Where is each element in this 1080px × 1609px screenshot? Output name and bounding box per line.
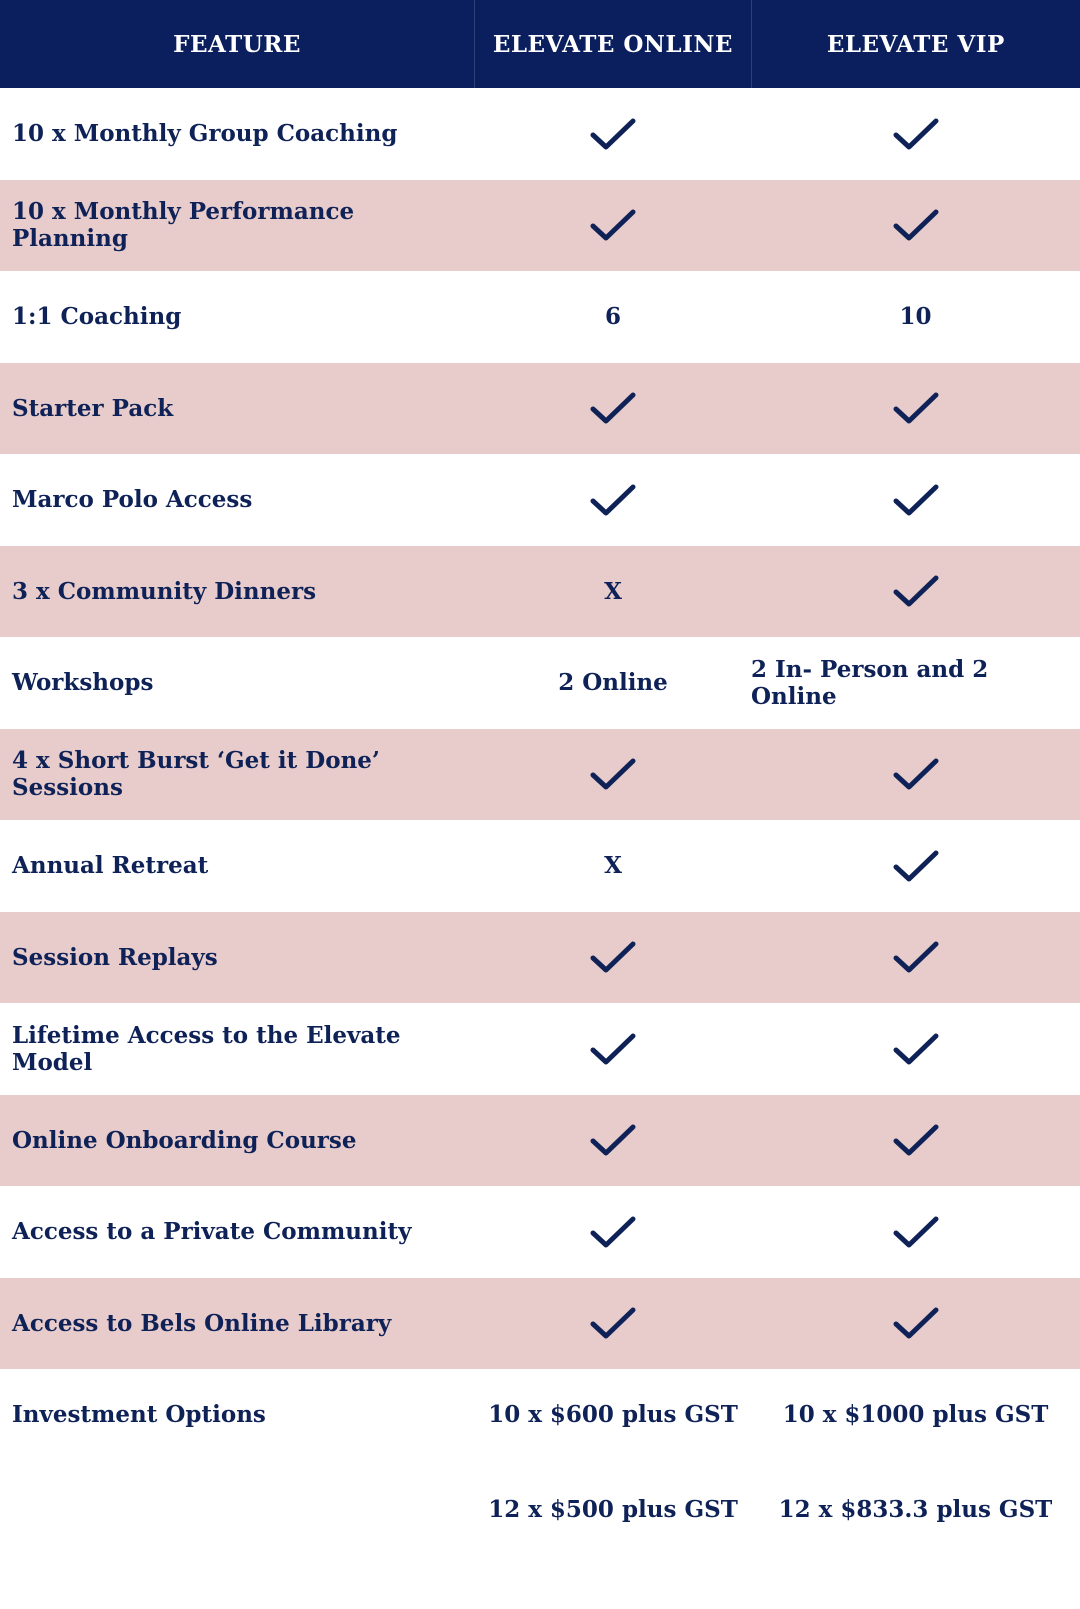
online-value: [475, 820, 751, 912]
check-icon: [892, 1305, 940, 1341]
table-row: [0, 363, 1080, 455]
check-icon: [589, 1031, 637, 1067]
investment-row: [0, 1369, 1080, 1609]
check-icon: [892, 848, 940, 884]
check-icon: [589, 756, 637, 792]
check-icon: [892, 939, 940, 975]
check-icon: [892, 573, 940, 609]
online-value: [475, 546, 751, 638]
vip-price-option-2: 12 x $833.3 plus GST: [778, 1496, 1053, 1523]
feature-name: Starter Pack: [12, 394, 174, 422]
check-icon: [589, 1305, 637, 1341]
vip-value-text: 10: [899, 303, 932, 331]
vip-value: [751, 546, 1080, 638]
vip-value: [751, 729, 1080, 821]
check-icon: [892, 1214, 940, 1250]
check-icon: [892, 1031, 940, 1067]
online-price-option-1: 10 x $600 plus GST: [488, 1401, 738, 1428]
feature-name: Annual Retreat: [12, 852, 209, 880]
vip-value: [751, 820, 1080, 912]
online-value: [475, 1278, 751, 1370]
online-value-text: 6: [604, 303, 621, 331]
table-row: [0, 1278, 1080, 1370]
table-row: [0, 912, 1080, 1004]
table-row: [0, 1003, 1080, 1095]
online-value: [475, 1003, 751, 1095]
feature-name: Marco Polo Access: [12, 486, 253, 514]
feature-name: Session Replays: [12, 943, 218, 971]
feature-name: 3 x Community Dinners: [12, 577, 317, 605]
table-row: [0, 1095, 1080, 1187]
online-value-text: X: [604, 852, 622, 880]
check-icon: [589, 116, 637, 152]
vip-value: [751, 912, 1080, 1004]
check-icon: [892, 116, 940, 152]
online-value: [475, 1186, 751, 1278]
online-value: [475, 271, 751, 363]
online-value: [475, 1095, 751, 1187]
feature-name: 10 x Monthly Performance Planning: [12, 198, 355, 253]
vip-value: [751, 271, 1080, 363]
vip-value: [751, 1278, 1080, 1370]
table-row: [0, 88, 1080, 180]
check-icon: [589, 390, 637, 426]
table-header: [0, 0, 1080, 88]
header-feature: FEATURE: [173, 30, 301, 58]
online-value: [475, 729, 751, 821]
header-elevate-vip: ELEVATE VIP: [751, 0, 1080, 88]
table-body: [0, 88, 1080, 1369]
feature-name: Lifetime Access to the Elevate Model: [12, 1021, 401, 1076]
online-value: [475, 912, 751, 1004]
feature-name: Workshops: [12, 669, 154, 697]
vip-value: [751, 1003, 1080, 1095]
online-value: [475, 637, 751, 729]
vip-value: [751, 88, 1080, 180]
feature-name: Online Onboarding Course: [12, 1126, 357, 1154]
table-row: [0, 546, 1080, 638]
investment-label: Investment Options: [12, 1401, 266, 1428]
check-icon: [892, 207, 940, 243]
online-price-option-2: 12 x $500 plus GST: [488, 1496, 738, 1523]
vip-value: [751, 637, 1080, 729]
check-icon: [589, 939, 637, 975]
online-value: [475, 363, 751, 455]
vip-price-option-1: 10 x $1000 plus GST: [782, 1401, 1049, 1428]
table-row: [0, 1186, 1080, 1278]
vip-value: [751, 180, 1080, 272]
feature-name: Access to Bels Online Library: [12, 1309, 392, 1337]
online-value: [475, 180, 751, 272]
table-row: [0, 454, 1080, 546]
table-row: [0, 729, 1080, 821]
table-row: [0, 271, 1080, 363]
feature-name: 10 x Monthly Group Coaching: [12, 120, 398, 148]
online-value: [475, 88, 751, 180]
feature-name: 1:1 Coaching: [12, 303, 182, 331]
check-icon: [892, 756, 940, 792]
check-icon: [892, 482, 940, 518]
online-value: [475, 454, 751, 546]
vip-value: [751, 454, 1080, 546]
table-row: [0, 820, 1080, 912]
vip-value: [751, 1186, 1080, 1278]
vip-value: [751, 363, 1080, 455]
feature-name: Access to a Private Community: [12, 1218, 412, 1246]
feature-name: 4 x Short Burst ‘Get it Done’ Sessions: [12, 747, 380, 802]
check-icon: [589, 1122, 637, 1158]
check-icon: [589, 482, 637, 518]
vip-value: [751, 1095, 1080, 1187]
online-value-text: 2 Online: [558, 669, 668, 697]
check-icon: [892, 1122, 940, 1158]
table-row: [0, 180, 1080, 272]
online-value-text: X: [604, 577, 622, 605]
table-row: [0, 637, 1080, 729]
header-elevate-online: ELEVATE ONLINE: [474, 0, 750, 88]
check-icon: [892, 390, 940, 426]
check-icon: [589, 207, 637, 243]
vip-value-text: 2 In- Person and 2 Online: [751, 655, 989, 710]
investment-online: [475, 1369, 751, 1609]
investment-vip: [751, 1369, 1080, 1609]
check-icon: [589, 1214, 637, 1250]
